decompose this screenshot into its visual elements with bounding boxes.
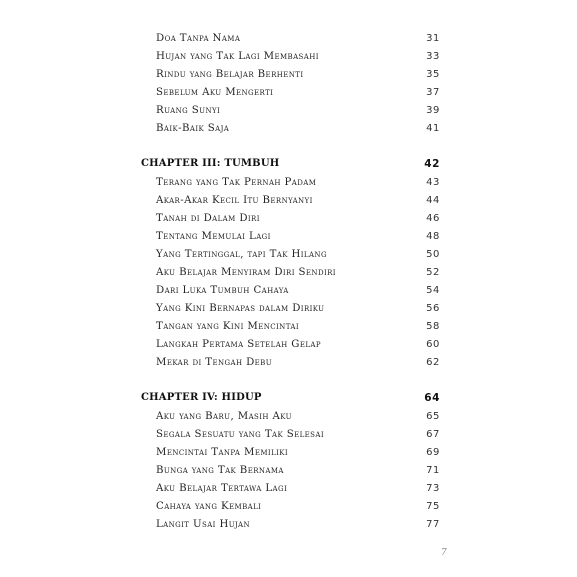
toc-entry[interactable]	[0, 175, 577, 191]
toc-entry-page: 37	[426, 87, 440, 98]
toc-entry-title: Aku yang Baru, Masih Aku	[156, 411, 292, 422]
toc-entry-page: 48	[426, 231, 440, 242]
toc-entry-page: 41	[426, 123, 440, 134]
toc-entry-page: 58	[426, 321, 440, 332]
toc-entry[interactable]	[0, 445, 577, 461]
toc-entry-title: Mekar di Tengah Debu	[156, 357, 273, 368]
toc-entry[interactable]	[0, 247, 577, 263]
toc-entry-page: 35	[426, 69, 440, 80]
toc-entry-title: Tangan yang Kini Mencintai	[156, 321, 299, 332]
toc-entry-title: Baik-Baik Saja	[156, 123, 230, 134]
toc-entry-page: 56	[426, 303, 440, 314]
toc-entry-page: 44	[426, 195, 440, 206]
toc-entry-page: 43	[426, 177, 440, 188]
toc-entry-page: 52	[426, 267, 440, 278]
toc-entry[interactable]	[0, 103, 577, 119]
toc-entry[interactable]	[0, 283, 577, 299]
toc-entry-title: Dari Luka Tumbuh Cahaya	[156, 285, 289, 296]
toc-entry[interactable]	[0, 49, 577, 65]
toc-entry[interactable]	[0, 355, 577, 371]
chapter-page: 42	[424, 158, 440, 170]
toc-entry-page: 31	[426, 33, 440, 44]
toc-entry-title: Cahaya yang Kembali	[156, 501, 262, 512]
toc-entry-page: 67	[426, 429, 440, 440]
toc-entry[interactable]	[0, 463, 577, 479]
toc-entry-page: 50	[426, 249, 440, 260]
toc-entry-page: 62	[426, 357, 440, 368]
toc-entry-page: 46	[426, 213, 440, 224]
toc-entry-title: Sebelum Aku Mengerti	[156, 87, 274, 98]
toc-entry[interactable]	[0, 229, 577, 245]
chapter-title: CHAPTER IV: HIDUP	[141, 392, 262, 403]
toc-entry[interactable]	[0, 67, 577, 83]
toc-entry[interactable]	[0, 121, 577, 137]
chapter-title: CHAPTER III: TUMBUH	[141, 158, 280, 169]
chapter-page: 64	[424, 392, 440, 404]
toc-entry-page: 60	[426, 339, 440, 350]
toc-entry[interactable]	[0, 193, 577, 209]
toc-entry-title: Segala Sesuatu yang Tak Selesai	[156, 429, 324, 440]
toc-entry-title: Langkah Pertama Setelah Gelap	[156, 339, 321, 350]
toc-entry-page: 54	[426, 285, 440, 296]
toc-entry-title: Bunga yang Tak Bernama	[156, 465, 284, 476]
toc-entry-title: Tentang Memulai Lagi	[156, 231, 271, 242]
toc-entry[interactable]	[0, 499, 577, 515]
toc-entry-title: Tanah di Dalam Diri	[156, 213, 260, 224]
toc-entry-page: 39	[426, 105, 440, 116]
toc-entry-title: Aku Belajar Tertawa Lagi	[156, 483, 288, 494]
toc-entry-page: 69	[426, 447, 440, 458]
toc-entry-page: 77	[426, 519, 440, 530]
toc-entry-title: Akar-Akar Kecil Itu Bernyanyi	[156, 195, 313, 206]
toc-entry-title: Yang Kini Bernapas dalam Diriku	[156, 303, 325, 314]
toc-entry-title: Terang yang Tak Pernah Padam	[156, 177, 317, 188]
toc-entry-page: 33	[426, 51, 440, 62]
toc-entry-title: Ruang Sunyi	[156, 105, 221, 116]
toc-entry-title: Doa Tanpa Nama	[156, 33, 241, 44]
toc-entry-title: Rindu yang Belajar Berhenti	[156, 69, 304, 80]
toc-entry[interactable]	[0, 481, 577, 497]
toc-entry-page: 71	[426, 465, 440, 476]
toc-entry[interactable]	[0, 85, 577, 101]
toc-entry[interactable]	[0, 265, 577, 281]
toc-entry-page: 75	[426, 501, 440, 512]
toc-entry[interactable]	[0, 517, 577, 533]
page-number: 7	[441, 548, 447, 558]
toc-entry[interactable]	[0, 409, 577, 425]
toc-entry[interactable]	[0, 301, 577, 317]
toc-entry[interactable]	[0, 337, 577, 353]
toc-entry[interactable]	[0, 427, 577, 443]
toc-entry[interactable]	[0, 31, 577, 47]
toc-entry-title: Hujan yang Tak Lagi Membasahi	[156, 51, 319, 62]
toc-entry-title: Yang Tertinggal, tapi Tak Hilang	[156, 249, 327, 260]
toc-entry-title: Langit Usai Hujan	[156, 519, 251, 530]
chapter-heading[interactable]	[0, 390, 577, 406]
toc-entry[interactable]	[0, 211, 577, 227]
toc-entry-title: Aku Belajar Menyiram Diri Sendiri	[156, 267, 336, 278]
chapter-heading[interactable]	[0, 156, 577, 172]
toc-entry-page: 65	[426, 411, 440, 422]
toc-entry-page: 73	[426, 483, 440, 494]
toc-entry[interactable]	[0, 319, 577, 335]
toc-entry-title: Mencintai Tanpa Memiliki	[156, 447, 289, 458]
